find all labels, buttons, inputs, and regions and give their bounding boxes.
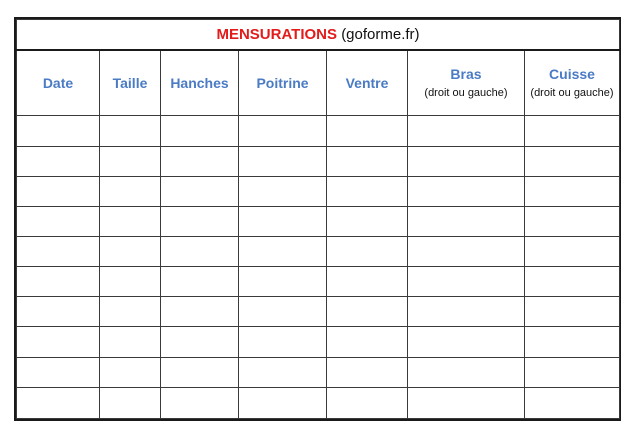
column-header-poitrine [239, 50, 327, 116]
cell-cuisse [525, 357, 620, 387]
cell-poitrine [239, 146, 327, 176]
cell-taille [100, 237, 161, 267]
cell-poitrine [239, 116, 327, 146]
cell-cuisse [525, 237, 620, 267]
cell-date [17, 267, 100, 297]
table-row [17, 297, 620, 327]
cell-bras [408, 357, 525, 387]
cell-ventre [327, 387, 408, 418]
cell-bras [408, 116, 525, 146]
column-header-cuisse [525, 50, 620, 116]
cell-date [17, 297, 100, 327]
sheet-title [17, 20, 620, 50]
measurement-sheet [14, 17, 621, 421]
column-header-label: Ventre [345, 75, 389, 92]
cell-cuisse [525, 327, 620, 357]
cell-hanches [161, 116, 239, 146]
table-row [17, 327, 620, 357]
column-header-sublabel: (droit ou gauche) [424, 87, 508, 100]
cell-date [17, 387, 100, 418]
cell-hanches [161, 357, 239, 387]
cell-bras [408, 146, 525, 176]
table-row [17, 176, 620, 206]
cell-poitrine [239, 387, 327, 418]
cell-date [17, 237, 100, 267]
column-header-label: Date [42, 75, 74, 92]
table-row [17, 116, 620, 146]
column-header-label: Poitrine [256, 75, 309, 92]
cell-hanches [161, 267, 239, 297]
cell-date [17, 176, 100, 206]
cell-taille [100, 387, 161, 418]
column-header-label: Hanches [170, 75, 229, 92]
cell-ventre [327, 267, 408, 297]
cell-poitrine [239, 206, 327, 236]
cell-ventre [327, 357, 408, 387]
cell-ventre [327, 176, 408, 206]
cell-poitrine [239, 357, 327, 387]
cell-hanches [161, 387, 239, 418]
cell-bras [408, 206, 525, 236]
cell-cuisse [525, 146, 620, 176]
measurement-table [16, 19, 620, 419]
column-header-taille [100, 50, 161, 116]
column-header-label: Cuisse [549, 66, 595, 83]
title-source: (goforme.fr) [341, 25, 420, 43]
cell-taille [100, 116, 161, 146]
cell-taille [100, 297, 161, 327]
cell-hanches [161, 176, 239, 206]
cell-taille [100, 327, 161, 357]
column-header-sublabel: (droit ou gauche) [530, 87, 614, 100]
cell-ventre [327, 237, 408, 267]
cell-ventre [327, 116, 408, 146]
column-header-bras [408, 50, 525, 116]
table-row [17, 237, 620, 267]
table-row [17, 267, 620, 297]
table-row [17, 357, 620, 387]
cell-taille [100, 176, 161, 206]
cell-poitrine [239, 237, 327, 267]
table-row [17, 387, 620, 418]
column-header-row [17, 50, 620, 116]
column-header-label: Taille [112, 75, 148, 92]
cell-taille [100, 357, 161, 387]
cell-bras [408, 297, 525, 327]
cell-cuisse [525, 116, 620, 146]
column-header-hanches [161, 50, 239, 116]
cell-bras [408, 176, 525, 206]
table-row [17, 146, 620, 176]
cell-hanches [161, 297, 239, 327]
column-header-label: Bras [450, 66, 482, 83]
cell-ventre [327, 146, 408, 176]
cell-cuisse [525, 387, 620, 418]
cell-taille [100, 206, 161, 236]
cell-ventre [327, 297, 408, 327]
cell-bras [408, 327, 525, 357]
cell-poitrine [239, 176, 327, 206]
cell-hanches [161, 206, 239, 236]
cell-poitrine [239, 267, 327, 297]
cell-cuisse [525, 176, 620, 206]
cell-cuisse [525, 267, 620, 297]
cell-date [17, 327, 100, 357]
cell-bras [408, 267, 525, 297]
cell-poitrine [239, 327, 327, 357]
cell-poitrine [239, 297, 327, 327]
cell-date [17, 146, 100, 176]
cell-hanches [161, 327, 239, 357]
table-row [17, 206, 620, 236]
cell-bras [408, 387, 525, 418]
cell-hanches [161, 237, 239, 267]
cell-cuisse [525, 206, 620, 236]
cell-bras [408, 237, 525, 267]
cell-taille [100, 267, 161, 297]
cell-hanches [161, 146, 239, 176]
column-header-ventre [327, 50, 408, 116]
cell-ventre [327, 327, 408, 357]
cell-date [17, 357, 100, 387]
cell-taille [100, 146, 161, 176]
column-header-date [17, 50, 100, 116]
cell-cuisse [525, 297, 620, 327]
cell-ventre [327, 206, 408, 236]
title-main: MENSURATIONS [216, 25, 338, 43]
cell-date [17, 116, 100, 146]
cell-date [17, 206, 100, 236]
